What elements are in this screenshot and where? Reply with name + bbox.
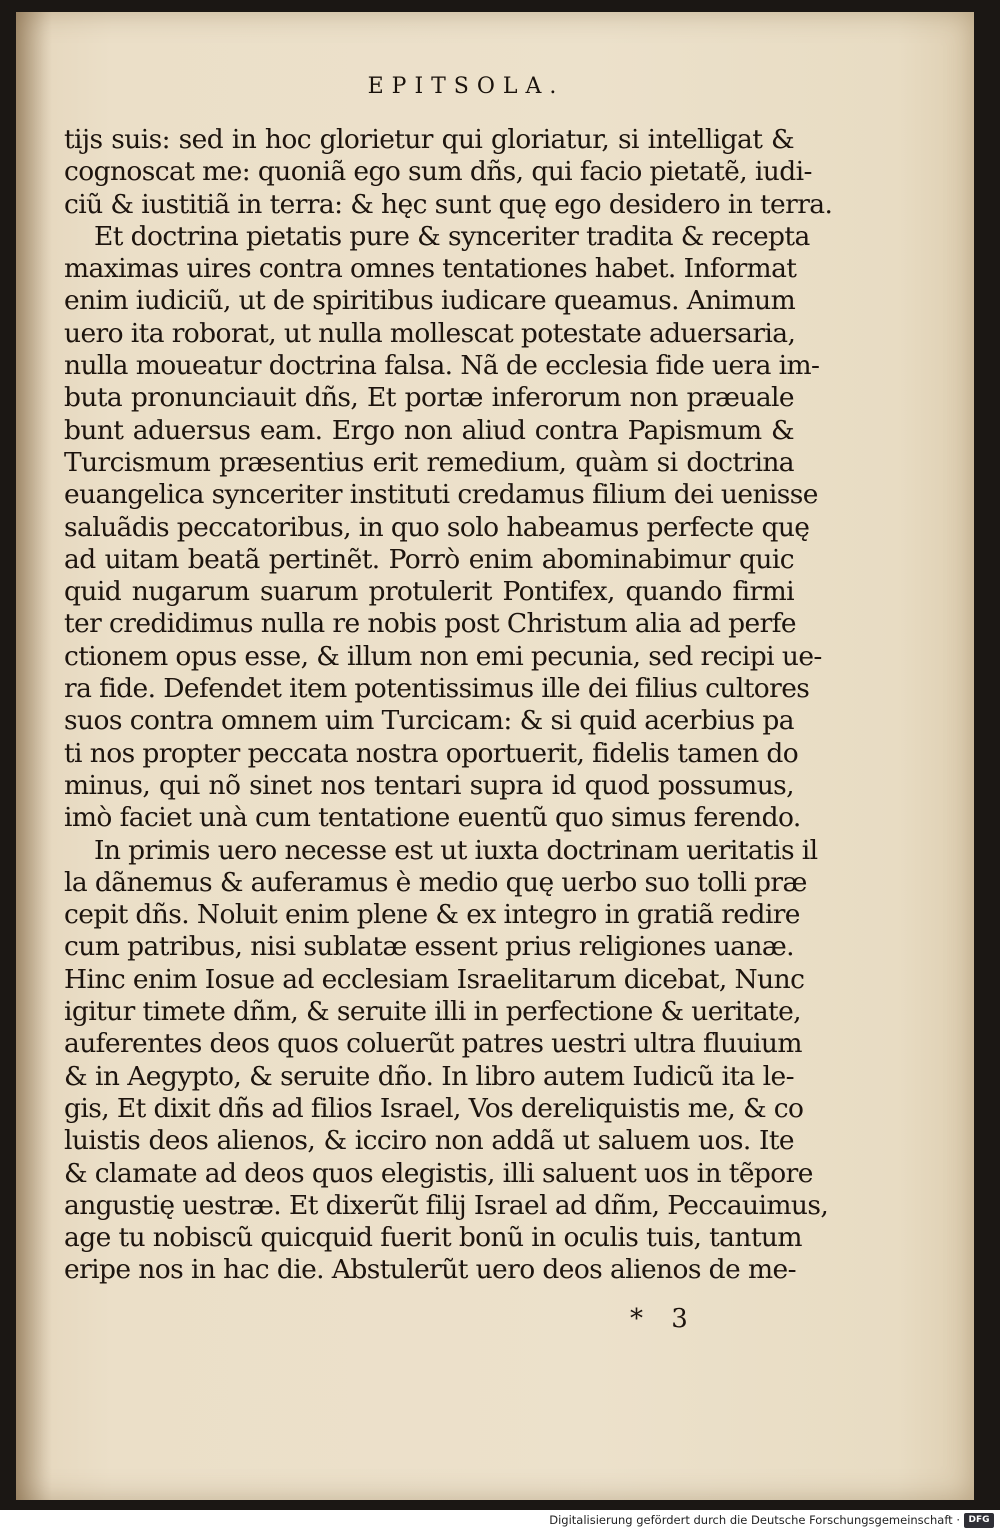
body-text xyxy=(64,124,833,1287)
text-line: la dãnemus & auferamus è medio quę uerbo suo tolli præ xyxy=(64,866,807,898)
text-line: gis, Et dixit dñs ad filios Israel, Vos dereliquistis me, & co xyxy=(64,1092,804,1124)
text-line: quid nugarum suarum protulerit Pontifex, quando firmi xyxy=(64,576,794,608)
text-line: luistis deos alienos, & icciro non addã ut saluem uos. Ite xyxy=(64,1125,794,1157)
text-line: euangelica synceriter instituti credamus filium dei uenisse xyxy=(64,479,818,511)
text-line: maximas uires contra omnes tentationes habet. Informat xyxy=(64,253,797,285)
text-line: ter credidimus nulla re nobis post Christum alia ad perfe xyxy=(64,608,796,640)
text-line: angustię uestræ. Et dixerũt filij Israel ad dñm, Peccauimus, xyxy=(64,1189,829,1221)
text-line: Hinc enim Iosue ad ecclesiam Israelitarum dicebat, Nunc xyxy=(64,963,805,995)
signature-mark: * 3 xyxy=(630,1304,698,1334)
text-line: saluãdis peccatoribus, in quo solo habeamus perfecte quę xyxy=(64,511,810,543)
text-line: cepit dñs. Noluit enim plene & ex integro in gratiã redire xyxy=(64,899,800,931)
text-line: & in Aegypto, & seruite dño. In libro autem Iudicũ ita le- xyxy=(64,1060,794,1092)
text-line: & clamate ad deos quos elegistis, illi saluent uos in tẽpore xyxy=(64,1157,813,1189)
text-line: eripe nos in hac die. Abstulerũt uero deos alienos de me- xyxy=(64,1254,796,1286)
text-line: Et doctrina pietatis pure & synceriter tradita & recepta xyxy=(94,220,810,252)
text-line: Turcismum præsentius erit remedium, quàm si doctrina xyxy=(64,446,794,478)
dfg-logo: DFG xyxy=(964,1513,994,1528)
text-line: auferentes deos quos coluerũt patres uestri ultra fluuium xyxy=(64,1028,802,1060)
text-line: tijs suis: sed in hoc glorietur qui gloriatur, si intelligat & xyxy=(64,124,794,155)
funding-credit: Digitalisierung gefördert durch die Deutsche Forschungsgemeinschaft · xyxy=(549,1513,960,1527)
text-line: suos contra omnem uim Turcicam: & si quid acerbius pa xyxy=(64,705,794,737)
text-line: buta pronunciauit dñs, Et portæ inferorum non præuale xyxy=(64,382,794,414)
text-line: ra fide. Defendet item potentissimus ille dei filius cultores xyxy=(64,673,810,705)
text-line: bunt aduersus eam. Ergo non aliud contra Papismum & xyxy=(64,414,794,446)
running-head: EPITSOLA. xyxy=(367,74,565,99)
page-gutter-shadow xyxy=(16,12,52,1500)
book-page xyxy=(16,12,974,1500)
text-line: cognoscat me: quoniã ego sum dñs, qui facio pietatẽ, iudi- xyxy=(64,156,812,188)
text-line: minus, qui nõ sinet nos tentari supra id quod possumus, xyxy=(64,769,794,801)
text-line: ciũ & iustitiã in terra: & hęc sunt quę ego desidero in terra. xyxy=(64,188,833,220)
text-line: imò faciet unà cum tentatione euentũ quo simus ferendo. xyxy=(64,802,801,834)
text-line: enim iudiciũ, ut de spiritibus iudicare queamus. Animum xyxy=(64,285,796,317)
text-line: ti nos propter peccata nostra oportuerit, fidelis tamen do xyxy=(64,737,799,769)
text-line: ctionem opus esse, & illum non emi pecunia, sed recipi ue- xyxy=(64,640,822,672)
text-line: nulla moueatur doctrina falsa. Nã de ecclesia fide uera im- xyxy=(64,350,820,382)
text-line: In primis uero necesse est ut iuxta doctrinam ueritatis il xyxy=(94,834,818,866)
text-line: uero ita roborat, ut nulla mollescat potestate aduersaria, xyxy=(64,317,796,349)
text-line: cum patribus, nisi sublatæ essent prius religiones uanæ. xyxy=(64,931,794,963)
text-line: age tu nobiscũ quicquid fuerit bonũ in oculis tuis, tantum xyxy=(64,1222,802,1254)
text-line: ad uitam beatã pertinẽt. Porrò enim abominabimur quic xyxy=(64,543,794,575)
text-line: igitur timete dñm, & seruite illi in perfectione & ueritate, xyxy=(64,996,801,1028)
digitization-footer xyxy=(0,1510,1000,1532)
